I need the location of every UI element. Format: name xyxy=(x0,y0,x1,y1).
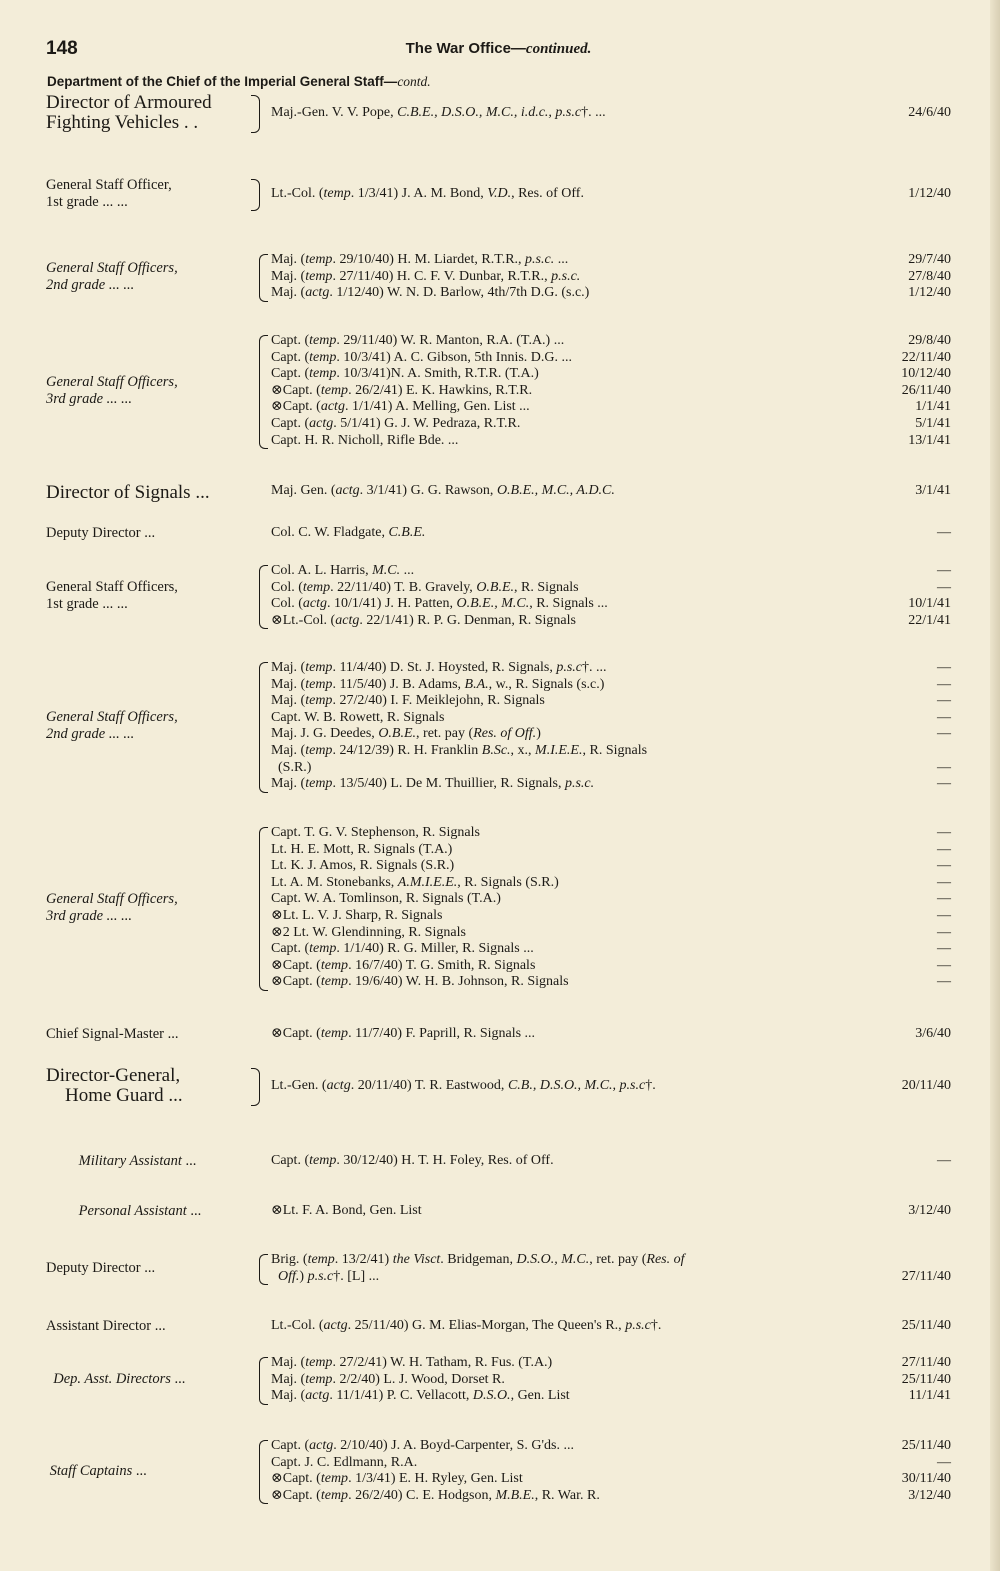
entry-date: — xyxy=(937,825,951,840)
entry-date: — xyxy=(937,1153,951,1168)
grouping-brace xyxy=(259,1254,268,1285)
section-label: Chief Signal-Master ... xyxy=(46,1026,179,1042)
entry-text: ⊗2 Lt. W. Glendinning, R. Signals xyxy=(271,924,466,940)
entries xyxy=(271,483,951,500)
grouping-brace xyxy=(259,1357,268,1405)
entry-row xyxy=(271,399,951,416)
grouping-brace xyxy=(251,1068,260,1106)
entry-row xyxy=(271,580,951,597)
entry-row xyxy=(271,483,951,500)
entries xyxy=(271,1355,951,1405)
entry-date: 24/6/40 xyxy=(908,105,951,120)
section-gso3b xyxy=(46,825,951,991)
entry-text: Lt.-Col. (actg. 25/11/40) G. M. Elias-Morgan, The Queen's R., p.s.c†. xyxy=(271,1318,662,1333)
section-label: Deputy Director ... xyxy=(46,525,156,541)
entry-row xyxy=(271,842,951,859)
entries xyxy=(271,1026,951,1043)
section-label: Dep. Asst. Directors ... xyxy=(53,1371,186,1388)
entries xyxy=(271,563,951,629)
entries xyxy=(271,333,951,449)
entry-text: Maj. (temp. 27/11/40) H. C. F. V. Dunbar, R.T.R., p.s.c. xyxy=(271,268,581,284)
entry-date: — xyxy=(937,776,951,792)
entry-row xyxy=(271,1026,951,1043)
page-number: 148 xyxy=(46,38,78,59)
entry-row xyxy=(271,1438,951,1455)
entry-row xyxy=(271,875,951,892)
entry-text: Off.) p.s.c†. [L] ... xyxy=(278,1268,380,1284)
entry-date: 29/7/40 xyxy=(908,252,951,267)
entry-row xyxy=(271,105,951,122)
section-label: General Staff Officers, 1st grade ... ... xyxy=(46,579,178,613)
section-dsig xyxy=(46,483,951,523)
entry-date: — xyxy=(937,563,951,578)
entry-date: — xyxy=(937,709,951,725)
entry-date: — xyxy=(937,759,951,775)
entry-row xyxy=(271,366,951,383)
entry-row xyxy=(271,726,951,743)
entries xyxy=(271,186,951,203)
entry-row xyxy=(271,1372,951,1389)
section-gso1a xyxy=(46,177,951,226)
entry-text: Maj.-Gen. V. V. Pope, C.B.E., D.S.O., M.C., i.d.c., p.s.c†. ... xyxy=(271,105,606,120)
entry-date: 26/11/40 xyxy=(901,382,951,398)
section-label: General Staff Officer, 1st grade ... ... xyxy=(46,177,172,211)
entry-text: Capt. (temp. 10/3/41)N. A. Smith, R.T.R. (T.A.) xyxy=(271,366,539,382)
entry-date: 11/1/41 xyxy=(908,1388,951,1404)
section-label: Director-General, Home Guard ... xyxy=(46,1065,183,1107)
entry-row xyxy=(271,563,951,580)
entry-text: ⊗Capt. (temp. 1/3/41) E. H. Ryley, Gen. List xyxy=(271,1471,523,1487)
entry-text: ⊗Capt. (temp. 16/7/40) T. G. Smith, R. Signals xyxy=(271,957,536,973)
entry-text: Capt. W. B. Rowett, R. Signals xyxy=(271,709,445,725)
entry-text: ⊗Capt. (temp. 26/2/40) C. E. Hodgson, M.B.E., R. War. R. xyxy=(271,1487,600,1503)
entry-text: Maj. (temp. 13/5/40) L. De M. Thuillier, R. Signals, p.s.c. xyxy=(271,776,595,792)
entry-date: — xyxy=(937,1454,951,1470)
entry-date: 22/1/41 xyxy=(908,612,951,628)
grouping-brace xyxy=(259,1440,268,1504)
entry-row xyxy=(271,1078,951,1095)
entry-row xyxy=(271,252,951,269)
entry-row xyxy=(271,743,951,760)
entry-date: — xyxy=(937,660,951,675)
entry-date: 27/11/40 xyxy=(901,1268,951,1284)
entry-text: Brig. (temp. 13/2/41) the Visct. Bridgeman, D.S.O., M.C., ret. pay (Res. of xyxy=(271,1252,685,1267)
entry-date: — xyxy=(937,525,951,540)
section-ddhg xyxy=(46,1252,951,1292)
entry-date: — xyxy=(937,957,951,973)
section-gso3a xyxy=(46,333,951,449)
entry-date: — xyxy=(937,858,951,874)
entry-row xyxy=(271,1388,951,1405)
entries xyxy=(271,1318,951,1335)
entry-text: ⊗Lt. F. A. Bond, Gen. List xyxy=(271,1203,422,1218)
entry-text: Capt. W. A. Tomlinson, R. Signals (T.A.) xyxy=(271,891,501,907)
section-label: General Staff Officers, 2nd grade ... ... xyxy=(46,259,178,293)
entry-date: — xyxy=(937,891,951,907)
entry-text: ⊗Capt. (temp. 26/2/41) E. K. Hawkins, R.T.R. xyxy=(271,382,533,398)
section-label: Deputy Director ... xyxy=(46,1260,156,1277)
entry-row xyxy=(271,1203,951,1220)
entry-row xyxy=(271,925,951,942)
entry-row xyxy=(271,416,951,433)
section-ddsig xyxy=(46,525,951,565)
section-label: Military Assistant ... xyxy=(78,1153,197,1169)
entry-row xyxy=(271,613,951,630)
entry-text: Maj. (actg. 1/12/40) W. N. D. Barlow, 4th/7th D.G. (s.c.) xyxy=(271,285,590,301)
entry-row xyxy=(271,285,951,302)
entry-text: Col. C. W. Fladgate, C.B.E. xyxy=(271,525,426,540)
grouping-brace xyxy=(259,335,268,449)
entry-date: — xyxy=(937,579,951,595)
entry-text: Maj. (temp. 29/10/40) H. M. Liardet, R.T.R., p.s.c. ... xyxy=(271,252,569,267)
entry-text: (S.R.) xyxy=(271,759,312,775)
entry-text: Maj. (temp. 27/2/40) I. F. Meiklejohn, R. Signals xyxy=(271,693,545,709)
entry-row xyxy=(271,1252,951,1269)
entry-date: 30/11/40 xyxy=(901,1471,951,1487)
entry-date: — xyxy=(937,841,951,857)
page-header xyxy=(46,38,951,68)
entry-row xyxy=(271,383,951,400)
section-persasst xyxy=(46,1203,951,1243)
section-label: General Staff Officers, 2nd grade ... ... xyxy=(46,709,178,743)
entry-text: Lt.-Col. (temp. 1/3/41) J. A. M. Bond, V.D., Res. of Off. xyxy=(271,186,584,201)
section-dafv xyxy=(46,92,951,145)
entry-row xyxy=(271,1455,951,1472)
entry-date: 10/12/40 xyxy=(901,366,951,382)
entry-row xyxy=(271,710,951,727)
entry-row xyxy=(271,908,951,925)
entry-date: 22/11/40 xyxy=(901,349,951,365)
entry-text: Capt. H. R. Nicholl, Rifle Bde. ... xyxy=(271,432,459,448)
entries xyxy=(271,105,951,122)
entry-text: Capt. (temp. 1/1/40) R. G. Miller, R. Signals ... xyxy=(271,941,534,957)
entry-text: ⊗Capt. (actg. 1/1/41) A. Melling, Gen. List ... xyxy=(271,399,530,415)
entries xyxy=(271,1203,951,1220)
section-label: General Staff Officers, 3rd grade ... ... xyxy=(46,891,178,924)
entries xyxy=(271,525,951,542)
entry-row xyxy=(271,269,951,286)
entry-row xyxy=(271,350,951,367)
entry-date: 10/1/41 xyxy=(908,596,951,612)
entries xyxy=(271,1252,951,1285)
entry-date: 25/11/40 xyxy=(901,1318,951,1333)
entry-text: Col. A. L. Harris, M.C. ... xyxy=(271,563,415,578)
entry-row xyxy=(271,958,951,975)
page-spine-shadow xyxy=(990,0,1000,1571)
department-heading: Department of the Chief of the Imperial General Staff—contd. xyxy=(47,74,431,89)
section-csm xyxy=(46,1026,951,1066)
entry-row xyxy=(271,1471,951,1488)
entry-date: — xyxy=(937,874,951,890)
entry-date: 5/1/41 xyxy=(915,415,951,431)
section-staffcapt xyxy=(46,1438,951,1504)
entry-text: Lt. K. J. Amos, R. Signals (S.R.) xyxy=(271,858,455,874)
entry-date: 27/11/40 xyxy=(901,1355,951,1370)
entries xyxy=(271,660,951,793)
entry-text: Maj. (actg. 11/1/41) P. C. Vellacott, D.S.O., Gen. List xyxy=(271,1388,570,1404)
entry-text: Col. (temp. 22/11/40) T. B. Gravely, O.B.E., R. Signals xyxy=(271,579,579,595)
entry-row xyxy=(271,1153,951,1170)
entry-row xyxy=(271,186,951,203)
entry-date: 25/11/40 xyxy=(901,1438,951,1453)
entry-row xyxy=(271,660,951,677)
section-gso2a xyxy=(46,252,951,302)
entry-text: Lt.-Gen. (actg. 20/11/40) T. R. Eastwood, C.B., D.S.O., M.C., p.s.c†. xyxy=(271,1078,656,1093)
entry-date: 1/1/41 xyxy=(915,399,951,415)
entry-row xyxy=(271,333,951,350)
entry-row xyxy=(271,760,951,777)
entries xyxy=(271,825,951,991)
grouping-brace xyxy=(259,662,268,793)
entry-date: 3/12/40 xyxy=(908,1487,951,1503)
entry-row xyxy=(271,891,951,908)
entry-text: Lt. H. E. Mott, R. Signals (T.A.) xyxy=(271,841,453,857)
entry-row xyxy=(271,974,951,991)
entries xyxy=(271,1078,951,1095)
entry-row xyxy=(271,941,951,958)
entry-row xyxy=(271,525,951,542)
entry-text: Maj. J. G. Deedes, O.B.E., ret. pay (Res. of Off.) xyxy=(271,726,541,742)
entry-text: ⊗Lt.-Col. (actg. 22/1/41) R. P. G. Denman, R. Signals xyxy=(271,612,576,628)
entry-date: 20/11/40 xyxy=(901,1078,951,1093)
section-gso1b xyxy=(46,563,951,629)
entry-row xyxy=(271,1318,951,1335)
entry-text: Maj. Gen. (actg. 3/1/41) G. G. Rawson, O.B.E., M.C., A.D.C. xyxy=(271,483,615,498)
entry-row xyxy=(271,1269,951,1286)
entry-text: Lt. A. M. Stonebanks, A.M.I.E.E., R. Signals (S.R.) xyxy=(271,874,559,890)
entry-row xyxy=(271,858,951,875)
grouping-brace xyxy=(251,179,260,211)
entry-text: Capt. (temp. 10/3/41) A. C. Gibson, 5th Innis. D.G. ... xyxy=(271,349,573,365)
section-depasst xyxy=(46,1355,951,1405)
entry-row xyxy=(271,1355,951,1372)
entry-text: ⊗Capt. (temp. 19/6/40) W. H. B. Johnson, R. Signals xyxy=(271,974,569,990)
entry-date: — xyxy=(937,974,951,990)
entry-text: Capt. (actg. 2/10/40) J. A. Boyd-Carpenter, S. G'ds. ... xyxy=(271,1438,574,1453)
entry-row xyxy=(271,433,951,450)
section-label: Director of Armoured Fighting Vehicles . . xyxy=(46,92,212,134)
entries xyxy=(271,252,951,302)
entry-text: Maj. (temp. 2/2/40) L. J. Wood, Dorset R. xyxy=(271,1371,505,1387)
entry-date: 3/12/40 xyxy=(908,1203,951,1218)
entry-date: 25/11/40 xyxy=(901,1371,951,1387)
entry-text: Maj. (temp. 24/12/39) R. H. Franklin B.Sc., x., M.I.E.E., R. Signals xyxy=(271,742,648,758)
entries xyxy=(271,1153,951,1170)
entry-date: 29/8/40 xyxy=(908,333,951,348)
entry-date: — xyxy=(937,924,951,940)
entry-date: — xyxy=(937,726,951,742)
entry-row xyxy=(271,776,951,793)
entry-text: Capt. J. C. Edlmann, R.A. xyxy=(271,1454,418,1470)
section-adhg xyxy=(46,1318,951,1358)
entry-row xyxy=(271,1488,951,1505)
entry-date: — xyxy=(937,693,951,709)
entry-date: — xyxy=(937,941,951,957)
entry-row xyxy=(271,825,951,842)
entries xyxy=(271,1438,951,1504)
entry-text: Col. (actg. 10/1/41) J. H. Patten, O.B.E., M.C., R. Signals ... xyxy=(271,596,608,612)
entry-date: 1/12/40 xyxy=(908,186,951,201)
entry-row xyxy=(271,677,951,694)
section-label: Director of Signals ... xyxy=(46,482,210,503)
section-label: Staff Captains ... xyxy=(49,1462,147,1479)
entry-text: ⊗Capt. (temp. 11/7/40) F. Paprill, R. Signals ... xyxy=(271,1026,536,1041)
section-milasst xyxy=(46,1153,951,1193)
entry-date: 1/12/40 xyxy=(908,285,951,301)
entry-row xyxy=(271,693,951,710)
entry-text: Maj. (temp. 11/5/40) J. B. Adams, B.A., w., R. Signals (s.c.) xyxy=(271,676,605,692)
entry-text: Capt. (actg. 5/1/41) G. J. W. Pedraza, R.T.R. xyxy=(271,415,521,431)
entry-text: Maj. (temp. 11/4/40) D. St. J. Hoysted, R. Signals, p.s.c†. ... xyxy=(271,660,607,675)
section-label: General Staff Officers, 3rd grade ... ... xyxy=(46,374,178,408)
entry-text: Maj. (temp. 27/2/41) W. H. Tatham, R. Fus. (T.A.) xyxy=(271,1355,553,1370)
grouping-brace xyxy=(259,565,268,629)
entry-date: 3/6/40 xyxy=(915,1026,951,1041)
entry-date: — xyxy=(937,907,951,923)
entry-text: Capt. (temp. 30/12/40) H. T. H. Foley, Res. of Off. xyxy=(271,1153,554,1168)
entry-date: 3/1/41 xyxy=(915,483,951,498)
grouping-brace xyxy=(251,95,260,133)
running-title: The War Office—continued. xyxy=(405,40,592,57)
entry-date: 13/1/41 xyxy=(908,432,951,448)
entry-text: Capt. T. G. V. Stephenson, R. Signals xyxy=(271,825,480,840)
grouping-brace xyxy=(259,254,268,302)
section-label: Assistant Director ... xyxy=(46,1318,166,1334)
section-gso2b xyxy=(46,660,951,793)
entry-text: ⊗Lt. L. V. J. Sharp, R. Signals xyxy=(271,907,443,923)
entry-date: — xyxy=(937,676,951,692)
entry-text: Capt. (temp. 29/11/40) W. R. Manton, R.A. (T.A.) ... xyxy=(271,333,565,348)
entry-row xyxy=(271,596,951,613)
section-dghg xyxy=(46,1065,951,1118)
section-label: Personal Assistant ... xyxy=(78,1203,202,1219)
grouping-brace xyxy=(259,827,268,991)
entry-date: 27/8/40 xyxy=(908,268,951,284)
